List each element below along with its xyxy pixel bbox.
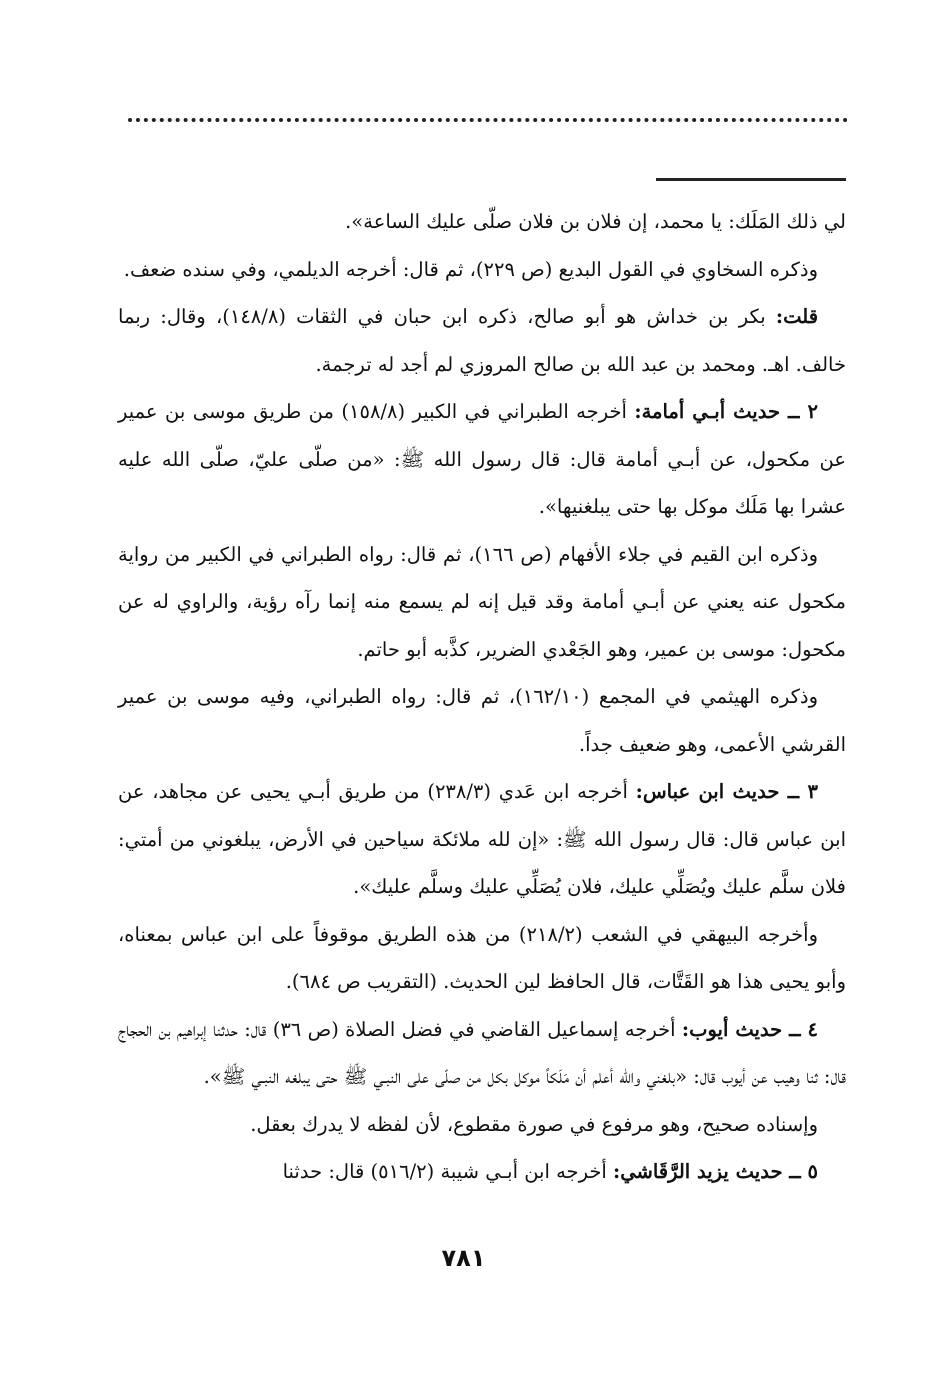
paragraph-text: أخرجه الطبراني في الكبير (١٥٨/٨) من طريق موسى بن عمير عن مكحول، عن أبـي أمامة قال: قال رسول الله ﷺ: «من صلّى عليّ، صلّى الله عليه عشرا بها مَلَك موكل بها حتى يبلغنيها». <box>118 400 846 518</box>
paragraph <box>118 1148 846 1196</box>
paragraph <box>118 768 846 911</box>
paragraph <box>118 198 846 246</box>
paragraph <box>118 246 846 294</box>
footnote-rule <box>656 178 846 181</box>
paragraph-text: أخرجه ابن أبـي شيبة (٥١٦/٢) قال: حدثنا <box>282 1160 614 1183</box>
paragraph-text: أخرجه ابن عَدي (٢٣٨/٣) من طريق أبـي يحيى عن مجاهد، عن ابن عباس قال: قال رسول الله ﷺ: «إن لله ملائكة سياحين في الأرض، يبلغوني من أمتي: فلان سلَّم عليك ويُصَلِّي عليك، فلان يُصَلِّي عليك وسلَّم عليك». <box>118 780 846 898</box>
paragraph-text: وإسناده صحيح، وهو مرفوع في صورة مقطوع، لأن لفظه لا يدرك بعقل. <box>250 1112 818 1136</box>
paragraph-text: أخرجه إسماعيل القاضي في فضل الصلاة (ص ٣٦) قال: حدثنا إبراهيم بن الحجاج قال: ثنا وهيب عن أيوب قال: «بلغني والله أعلم أن مَلَكاً موكل بكل من صلّى على النبـي ﷺ حتى يبلغه النبـي ﷺ». <box>118 1017 846 1088</box>
paragraph <box>118 293 846 388</box>
paragraph-text: بكر بن خداش هو أبو صالح، ذكره ابن حبان في الثقات (١٤٨/٨)، وقال: ربما خالف. اهـ. ومحمد بن عبد الله بن صالح المروزي لم أجد له ترجمة. <box>118 305 846 376</box>
dotted-separator <box>128 118 848 122</box>
paragraph <box>118 531 846 674</box>
paragraph-text: وأخرجه البيهقي في الشعب (٢١٨/٢) من هذه الطريق موقوفاً على ابن عباس بمعناه، وأبو يحيى هذا هو القَتَّات، قال الحافظ لين الحديث. (التقريب ص ٦٨٤). <box>118 922 846 993</box>
paragraph <box>118 1101 846 1149</box>
paragraph-lead: ٣ ــ حديث ابن عباس: <box>635 780 818 803</box>
paragraph <box>118 388 846 531</box>
paragraph-text: وذكره ابن القيم في جلاء الأفهام (ص ١٦٦)، ثم قال: رواه الطبراني في الكبير من رواية مكحول عنه يعني عن أبـي أمامة وقد قيل إنه لم يسمع منه إنما رآه رؤية، والراوي له عن مكحول: موسى بن عمير، وهو الجَعْدي الضرير، كذَّبه أبو حاتم. <box>118 542 846 661</box>
paragraph-lead: ٥ ــ حديث يزيد الرَّقَاشي: <box>613 1160 818 1183</box>
paragraph-lead: ٤ ــ حديث أيوب: <box>681 1017 818 1041</box>
paragraph-lead: ٢ ــ حديث أبـي أمامة: <box>634 400 818 423</box>
paragraph-text: وذكره الهيثمي في المجمع (١٦٢/١٠)، ثم قال: رواه الطبراني، وفيه موسى بن عمير القرشي الأعمى، وهو ضعيف جداً. <box>118 685 846 756</box>
paragraph-lead: قلت: <box>775 305 819 328</box>
paragraph <box>118 911 846 1006</box>
page-number: ٧٨١ <box>441 1244 486 1272</box>
page-body <box>118 198 846 1196</box>
paragraph <box>118 673 846 768</box>
paragraph-text: وذكره السخاوي في القول البديع (ص ٢٢٩)، ثم قال: أخرجه الديلمي، وفي سنده ضعف. <box>123 257 818 281</box>
paragraph-text: لي ذلك المَلَك: يا محمد، إن فلان بن فلان صلّى عليك الساعة». <box>345 210 846 233</box>
paragraph <box>118 1006 846 1101</box>
